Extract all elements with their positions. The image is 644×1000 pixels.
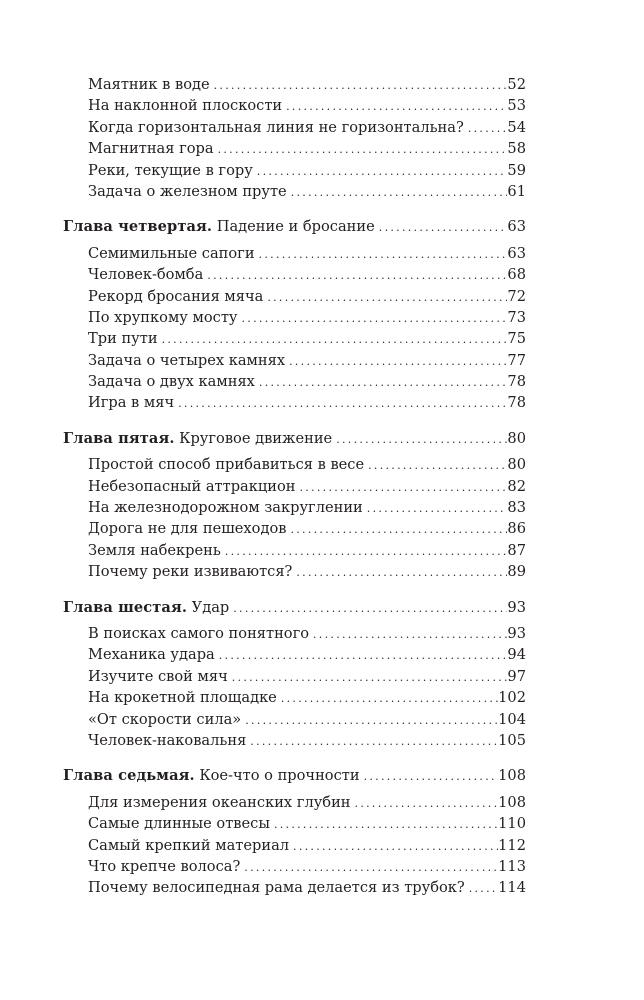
toc-entry[interactable] [63,476,526,497]
toc-entry-page: 94 [507,646,526,664]
dot-leader [241,710,498,731]
dot-leader [364,455,507,476]
toc-entry[interactable] [63,709,526,730]
toc-entry-page: 61 [507,182,526,200]
dot-leader [465,878,498,899]
toc-chapter-5 [63,428,526,583]
toc-entry-title: Игра в мяч [88,394,175,412]
toc-entry-title: Задача о железном пруте [88,182,287,200]
dot-leader [289,836,498,857]
toc-entry-page: 114 [498,879,526,897]
chapter-page: 108 [498,767,526,785]
toc-entry[interactable] [63,350,526,371]
dot-leader [210,75,508,96]
toc-entry-page: 97 [507,667,526,685]
chapter-title: Круговое движение [179,429,333,447]
chapter-label: Глава четвертая. [63,218,213,236]
toc-entry-page: 86 [507,520,526,538]
toc-entry-page: 93 [507,624,526,642]
toc-entry-page: 78 [507,373,526,391]
toc-entry[interactable] [63,561,526,582]
toc-entry-title: «От скорости сила» [88,710,242,728]
chapter-title: Кое-что о прочности [199,767,360,785]
toc-entry[interactable] [63,792,526,813]
toc-entry[interactable] [63,813,526,834]
toc-entry-title: Почему велосипедная рама делается из трубок? [88,879,465,897]
dot-leader [375,217,508,238]
toc-entry-page: 58 [507,140,526,158]
toc-chapter-4 [63,216,526,414]
dot-leader [295,477,507,498]
dot-leader [214,139,508,160]
toc-entry[interactable] [63,181,526,202]
toc-entry-page: 102 [498,689,526,707]
toc-chapter-heading[interactable] [63,597,526,618]
toc-entry-title: Три пути [88,330,158,348]
toc-entry-title: Маятник в воде [88,76,210,93]
toc-entry-title: Задача о четырех камнях [88,351,286,369]
toc-entry[interactable] [63,856,526,877]
toc-entry-title: Небезопасный аттракцион [88,477,296,495]
toc-entry-page: 89 [507,563,526,581]
chapter-label: Глава шестая. [63,598,188,616]
toc-entry-page: 68 [507,266,526,284]
table-of-contents [63,74,526,913]
chapter-page: 80 [507,429,526,447]
dot-leader [238,308,508,329]
toc-entry-title: Магнитная гора [88,140,214,158]
toc-entry-title: Простой способ прибавиться в весе [88,456,365,474]
toc-entry[interactable] [63,307,526,328]
dot-leader [270,814,498,835]
dot-leader [174,393,507,414]
toc-chapter-heading[interactable] [63,216,526,237]
toc-entry-title: Механика удара [88,646,215,664]
toc-entry-title: Самые длинные отвесы [88,815,270,833]
toc-entry-title: Рекорд бросания мяча [88,287,264,305]
dot-leader [255,244,508,265]
toc-entry-page: 73 [507,308,526,326]
toc-entry-title: Человек-наковальня [88,731,247,749]
toc-entry-page: 77 [507,351,526,369]
chapter-title: Удар [191,598,230,616]
dot-leader [309,624,507,645]
toc-entry[interactable] [63,518,526,539]
toc-entry-title: Самый крепкий материал [88,836,290,854]
toc-entry-page: 87 [507,541,526,559]
dot-leader [229,598,507,619]
toc-entry-page: 78 [507,394,526,412]
toc-entry-page: 113 [498,857,526,875]
dot-leader [292,562,507,583]
dot-leader [360,766,499,787]
toc-entry[interactable] [63,243,526,264]
toc-entry[interactable] [63,264,526,285]
dot-leader [158,329,508,350]
dot-leader [282,96,507,117]
toc-entry[interactable] [63,877,526,898]
toc-entry-title: В поисках самого понятного [88,624,310,642]
toc-entry-title: Реки, текущие в гору [88,161,253,179]
dot-leader [287,182,508,203]
toc-entry-page: 110 [498,815,526,833]
toc-chapter-7 [63,765,526,898]
chapter-page: 93 [507,598,526,616]
toc-chapter-heading[interactable] [63,765,526,786]
toc-entry[interactable] [63,160,526,181]
toc-entry-page: 83 [507,499,526,517]
dot-leader [253,161,508,182]
dot-leader [464,118,508,139]
toc-entry[interactable] [63,666,526,687]
dot-leader [277,688,498,709]
toc-entry-page: 72 [507,287,526,305]
toc-entry-title: По хрупкому мосту [88,308,238,326]
toc-entry-title: На наклонной плоскости [88,97,283,115]
dot-leader [240,857,498,878]
toc-entry-title: Для измерения океанских глубин [88,793,351,811]
toc-entry-title: Что крепче волоса? [88,857,241,875]
toc-entry[interactable] [63,95,526,116]
toc-entry-page: 108 [498,793,526,811]
dot-leader [255,372,508,393]
toc-entry[interactable] [63,392,526,413]
toc-entry-title: Дорога не для пешеходов [88,520,287,538]
toc-entry[interactable] [63,328,526,349]
chapter-title: Падение и бросание [216,218,375,236]
toc-entry-title: На железнодорожном закруглении [88,499,363,517]
dot-leader [263,287,507,308]
toc-entry[interactable] [63,835,526,856]
toc-entry-page: 53 [507,97,526,115]
toc-entry-title: Человек-бомба [88,266,204,284]
toc-entry-page: 75 [507,330,526,348]
chapter-label: Глава пятая. [63,429,175,447]
dot-leader [363,498,508,519]
toc-entry-page: 80 [507,456,526,474]
dot-leader [351,793,499,814]
toc-chapter-6 [63,597,526,752]
toc-entry-page: 104 [498,710,526,728]
toc-entry[interactable] [63,74,526,95]
dot-leader [286,519,507,540]
toc-entry[interactable] [63,644,526,665]
toc-entry[interactable] [63,540,526,561]
dot-leader [215,645,508,666]
dot-leader [332,429,507,450]
toc-entry-page: 63 [507,244,526,262]
toc-entry[interactable] [63,371,526,392]
toc-entry-page: 105 [498,731,526,749]
chapter-page: 63 [507,218,526,236]
toc-entry[interactable] [63,687,526,708]
toc-entry-title: Почему реки извиваются? [88,563,293,581]
toc-entry[interactable] [63,117,526,138]
dot-leader [246,731,498,752]
toc-entry-title: Когда горизонтальная линия не горизонтальна? [88,118,464,136]
dot-leader [285,351,507,372]
toc-entry[interactable] [63,730,526,751]
toc-entry-title: Изучите свой мяч [88,667,228,685]
toc-entry-title: Земля набекрень [88,541,221,559]
toc-entry-title: На крокетной площадке [88,689,277,707]
toc-continued-section [63,74,526,202]
toc-entry-page: 59 [507,161,526,179]
toc-chapter-heading[interactable] [63,428,526,449]
toc-entry-page: 112 [498,836,526,854]
toc-entry[interactable] [63,138,526,159]
dot-leader [221,541,508,562]
chapter-label: Глава седьмая. [63,767,195,785]
toc-entry[interactable] [63,286,526,307]
toc-entry-page: 82 [507,477,526,495]
toc-entry[interactable] [63,623,526,644]
toc-entry-title: Задача о двух камнях [88,373,255,391]
toc-entry[interactable] [63,454,526,475]
toc-entry[interactable] [63,497,526,518]
toc-entry-page: 54 [507,118,526,136]
toc-entry-page: 52 [507,76,526,93]
toc-entry-title: Семимильные сапоги [88,244,255,262]
dot-leader [228,667,508,688]
dot-leader [203,265,507,286]
